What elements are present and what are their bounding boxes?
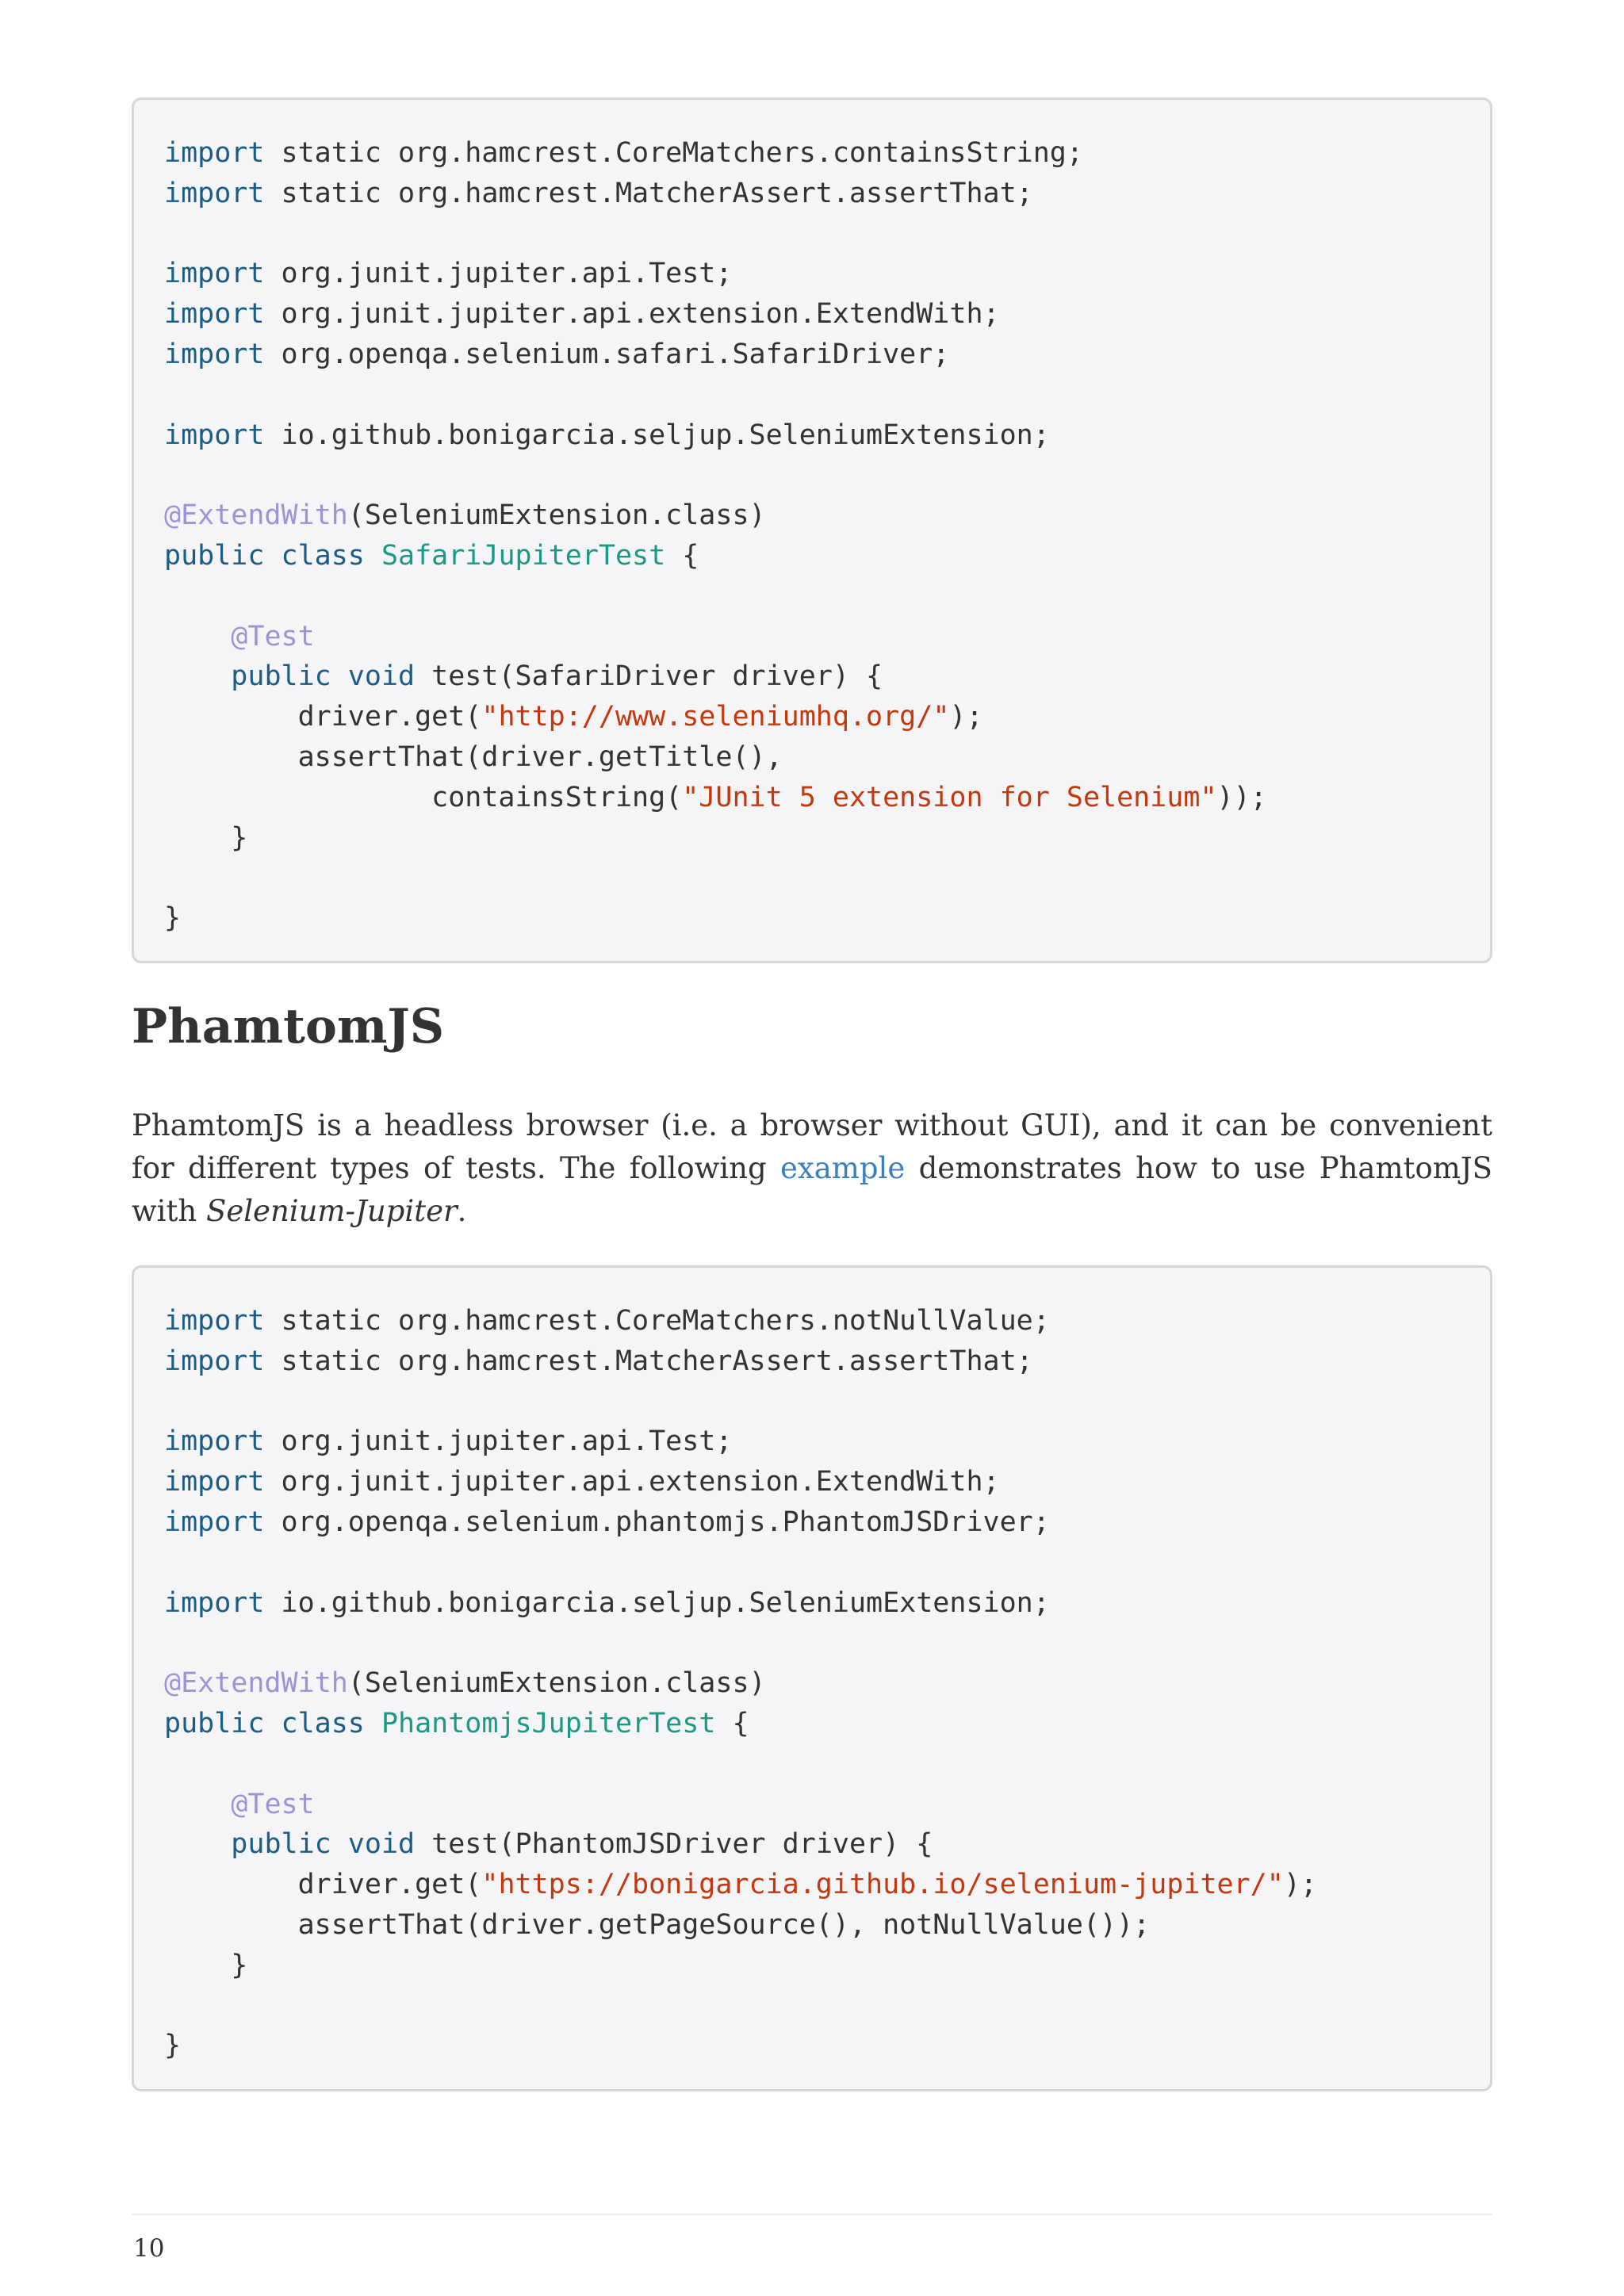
code-line (164, 1865, 1460, 1905)
section-heading: PhamtomJS (132, 999, 445, 1054)
code-token: "https://bonigarcia.github.io/selenium-jupiter/" (481, 1869, 1284, 1901)
code-line (164, 1341, 1460, 1382)
code-token: io.github.bonigarcia.seljup.SeleniumExtension; (264, 419, 1050, 451)
code-token (164, 621, 231, 652)
footer-divider (132, 2214, 1492, 2215)
code-token: test(SafariDriver driver) { (415, 660, 883, 693)
code-token (365, 1708, 381, 1739)
page-number: 10 (133, 2234, 165, 2263)
code-token: { (715, 1707, 749, 1739)
code-token: import (164, 1305, 265, 1337)
code-line (164, 1663, 1460, 1704)
code-line (164, 617, 1460, 657)
code-line (164, 214, 1460, 254)
code-token: static org.hamcrest.MatcherAssert.assertThat; (264, 1345, 1033, 1377)
code-line (164, 1422, 1460, 1462)
code-token: (SeleniumExtension.class) (347, 1667, 766, 1700)
code-token: org.openqa.selenium.safari.SafariDriver; (264, 338, 950, 370)
code-line (164, 1986, 1460, 2026)
code-line (164, 1704, 1460, 1744)
code-line (164, 415, 1460, 456)
intro-paragraph (132, 1104, 1492, 1233)
code-line (164, 1785, 1460, 1825)
code-line (164, 737, 1460, 778)
code-token: ); (1283, 1869, 1317, 1901)
code-line (164, 375, 1460, 415)
code-token: io.github.bonigarcia.seljup.SeleniumExtension; (264, 1586, 1050, 1619)
code-token: driver.get( (164, 1869, 482, 1901)
code-line (164, 858, 1460, 898)
code-token: static org.hamcrest.MatcherAssert.assertThat; (264, 177, 1033, 209)
code-line (164, 496, 1460, 536)
paragraph-text-before-link: PhamtomJS is a headless browser (i.e. a browser without GUI), and it can be convenient for different types of tests. The following (132, 1108, 1492, 1185)
code-line (164, 1543, 1460, 1583)
code-token: } (164, 821, 248, 854)
code-token: ); (949, 701, 983, 733)
code-block-phantomjs (132, 1265, 1492, 2091)
code-token: import (164, 338, 265, 370)
code-token: import (164, 1466, 265, 1498)
code-token: org.junit.jupiter.api.extension.ExtendWith; (264, 298, 1000, 331)
code-token: static org.hamcrest.CoreMatchers.notNullValue; (264, 1305, 1050, 1337)
paragraph-text-after-link: demonstrates how to use PhamtomJS with (132, 1151, 1492, 1228)
code-line (164, 1301, 1460, 1341)
code-token: test(PhantomJSDriver driver) { (415, 1828, 933, 1861)
code-line (164, 174, 1460, 214)
code-line (164, 455, 1460, 496)
code-token (164, 1828, 231, 1860)
code-line (164, 1946, 1460, 1986)
code-token: public class (164, 1707, 365, 1739)
code-line (164, 656, 1460, 697)
code-line (164, 335, 1460, 375)
code-token: public class (164, 539, 365, 572)
code-token: containsString( (164, 781, 683, 813)
code-token: import (164, 419, 265, 451)
code-token: import (164, 137, 265, 169)
code-token: assertThat(driver.getPageSource(), notNullValue()); (164, 1908, 1151, 1941)
code-line (164, 254, 1460, 294)
code-token: public void (231, 1828, 416, 1861)
code-token: { (665, 539, 699, 572)
code-token: @Test (231, 620, 315, 652)
code-token: driver.get( (164, 701, 482, 733)
code-token (164, 1789, 231, 1820)
code-line (164, 2026, 1460, 2066)
code-token: } (164, 902, 182, 935)
code-line (164, 576, 1460, 617)
code-token: } (164, 1949, 248, 1981)
code-line (164, 1623, 1460, 1663)
code-token: @ExtendWith (164, 499, 348, 532)
code-token: } (164, 2030, 182, 2062)
code-token: import (164, 298, 265, 331)
code-token: import (164, 177, 265, 209)
code-token: @Test (231, 1788, 315, 1820)
code-line (164, 536, 1460, 576)
code-line (164, 1905, 1460, 1946)
code-line (164, 818, 1460, 859)
code-token: "http://www.seleniumhq.org/" (481, 701, 950, 733)
code-block-safari (132, 98, 1492, 963)
code-line (164, 898, 1460, 939)
code-token: import (164, 1425, 265, 1458)
code-token: "JUnit 5 extension for Selenium" (682, 781, 1217, 813)
code-line (164, 133, 1460, 174)
code-token: )); (1216, 781, 1267, 813)
code-line (164, 1502, 1460, 1543)
code-line (164, 1744, 1460, 1785)
code-token: public void (231, 660, 416, 693)
code-line (164, 697, 1460, 737)
paragraph-end: . (457, 1194, 467, 1228)
code-token: static org.hamcrest.CoreMatchers.containsString; (264, 137, 1083, 169)
code-token (164, 660, 231, 692)
code-token: org.junit.jupiter.api.Test; (264, 1425, 733, 1458)
code-token: assertThat(driver.getTitle(), (164, 740, 783, 773)
code-line (164, 1382, 1460, 1422)
code-token: PhantomjsJupiterTest (381, 1707, 716, 1739)
code-line (164, 1824, 1460, 1865)
code-token: @ExtendWith (164, 1667, 348, 1700)
code-line (164, 778, 1460, 818)
code-token: SafariJupiterTest (381, 539, 666, 572)
code-token: import (164, 1586, 265, 1619)
code-line (164, 294, 1460, 335)
code-token: org.junit.jupiter.api.extension.ExtendWith; (264, 1466, 1000, 1498)
code-token: (SeleniumExtension.class) (347, 499, 766, 532)
code-token: import (164, 1345, 265, 1377)
code-line (164, 1583, 1460, 1624)
code-token (365, 540, 381, 572)
code-token: org.openqa.selenium.phantomjs.PhantomJSDriver; (264, 1506, 1050, 1538)
selenium-jupiter-emphasis: Selenium-Jupiter (205, 1194, 458, 1228)
code-token: org.junit.jupiter.api.Test; (264, 258, 733, 290)
code-line (164, 1462, 1460, 1502)
code-token: import (164, 258, 265, 290)
example-link[interactable]: example (779, 1151, 906, 1185)
code-token: import (164, 1506, 265, 1538)
